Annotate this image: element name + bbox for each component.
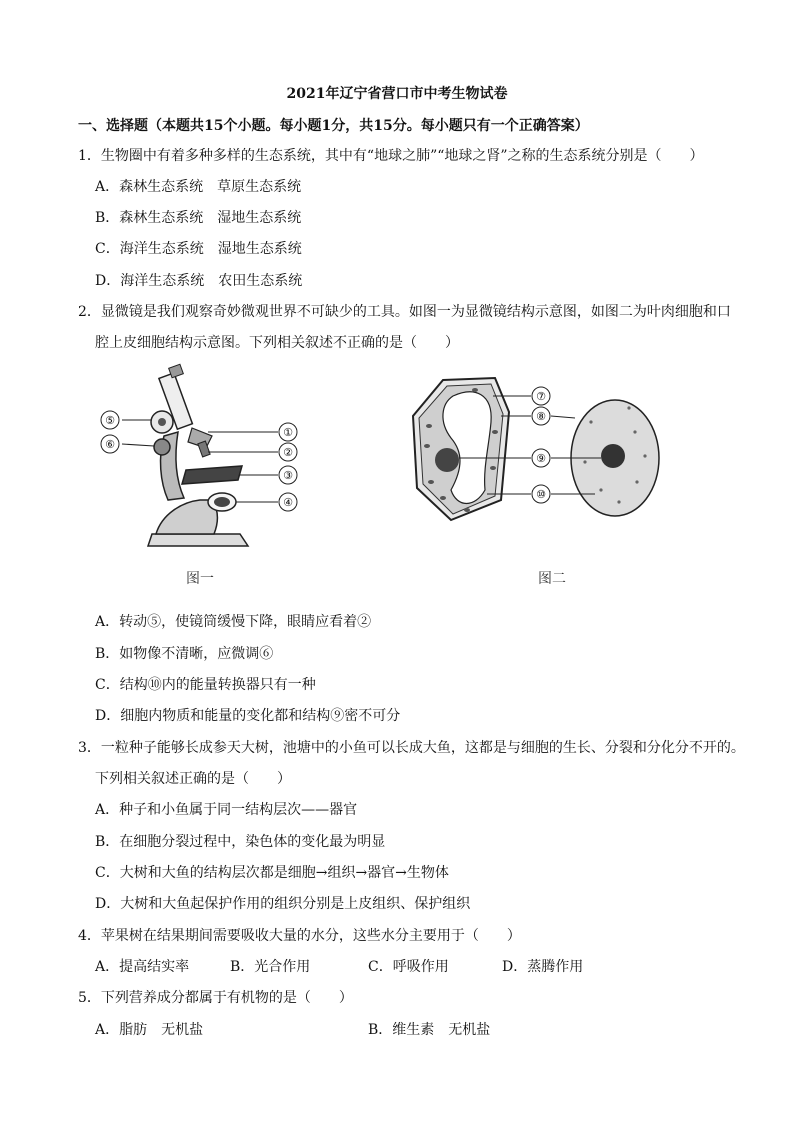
q5-option-a: A．脂肪 无机盐 bbox=[95, 1022, 204, 1038]
q4-option-d: D．蒸腾作用 bbox=[502, 959, 584, 975]
figure-cells bbox=[405, 372, 675, 532]
fig2-label-9: ⑨ bbox=[536, 452, 546, 465]
q4-stem: 4．苹果树在结果期间需要吸收大量的水分，这些水分主要用于（ ） bbox=[78, 928, 521, 944]
fig1-label-6: ⑥ bbox=[105, 438, 115, 451]
q2-stem-line2: 腔上皮细胞结构示意图。下列相关叙述不正确的是（ ） bbox=[95, 335, 459, 351]
fig1-label-5: ⑤ bbox=[105, 414, 115, 427]
q1-option-b: B．森林生态系统 湿地生态系统 bbox=[95, 210, 302, 226]
q3-option-d: D．大树和大鱼起保护作用的组织分别是上皮组织、保护组织 bbox=[95, 896, 471, 912]
q3-option-a: A．种子和小鱼属于同一结构层次——器官 bbox=[95, 802, 358, 818]
q2-option-a: A．转动⑤，使镜筒缓慢下降，眼睛应看着② bbox=[95, 614, 372, 630]
fig1-label-2: ② bbox=[283, 446, 293, 459]
q2-stem-line1: 2．显微镜是我们观察奇妙微观世界不可缺少的工具。如图一为显微镜结构示意图，如图二为叶肉细胞和口 bbox=[78, 304, 731, 320]
section-heading: 一、选择题（本题共15个小题。每小题1分，共15分。每小题只有一个正确答案） bbox=[78, 118, 589, 134]
fig2-label-10: ⑩ bbox=[536, 488, 546, 501]
q2-option-c: C．结构⑩内的能量转换器只有一种 bbox=[95, 677, 316, 693]
q4-option-b: B．光合作用 bbox=[230, 959, 311, 975]
fig2-caption: 图二 bbox=[538, 571, 566, 587]
figure-microscope bbox=[90, 362, 320, 562]
q5-stem: 5．下列营养成分都属于有机物的是（ ） bbox=[78, 990, 353, 1006]
fig2-label-7: ⑦ bbox=[536, 390, 546, 403]
q1-option-d: D．海洋生态系统 农田生态系统 bbox=[95, 273, 303, 289]
q2-option-d: D．细胞内物质和能量的变化都和结构⑨密不可分 bbox=[95, 708, 401, 724]
fig1-label-4: ④ bbox=[283, 496, 293, 509]
q4-option-c: C．呼吸作用 bbox=[368, 959, 449, 975]
q3-stem-line1: 3．一粒种子能够长成参天大树，池塘中的小鱼可以长成大鱼，这都是与细胞的生长、分裂和分化分不开的。 bbox=[78, 740, 745, 756]
fig1-label-1: ① bbox=[283, 426, 293, 439]
fig1-caption: 图一 bbox=[186, 571, 214, 587]
q3-option-b: B．在细胞分裂过程中，染色体的变化最为明显 bbox=[95, 834, 386, 850]
q1-stem: 1．生物圈中有着多种多样的生态系统，其中有“地球之肺”“地球之肾”之称的生态系统分别是（ ） bbox=[78, 148, 704, 164]
fig1-label-3: ③ bbox=[283, 469, 293, 482]
q1-option-c: C．海洋生态系统 湿地生态系统 bbox=[95, 241, 302, 257]
q4-option-a: A．提高结实率 bbox=[95, 959, 190, 975]
q3-option-c: C．大树和大鱼的结构层次都是细胞→组织→器官→生物体 bbox=[95, 865, 449, 881]
q2-option-b: B．如物像不清晰，应微调⑥ bbox=[95, 646, 274, 662]
q3-stem-line2: 下列相关叙述正确的是（ ） bbox=[95, 771, 291, 787]
exam-title: 2021年辽宁省营口市中考生物试卷 bbox=[286, 86, 508, 102]
q5-option-b: B．维生素 无机盐 bbox=[368, 1022, 491, 1038]
fig2-label-8: ⑧ bbox=[536, 410, 546, 423]
q1-option-a: A．森林生态系统 草原生态系统 bbox=[95, 179, 302, 195]
